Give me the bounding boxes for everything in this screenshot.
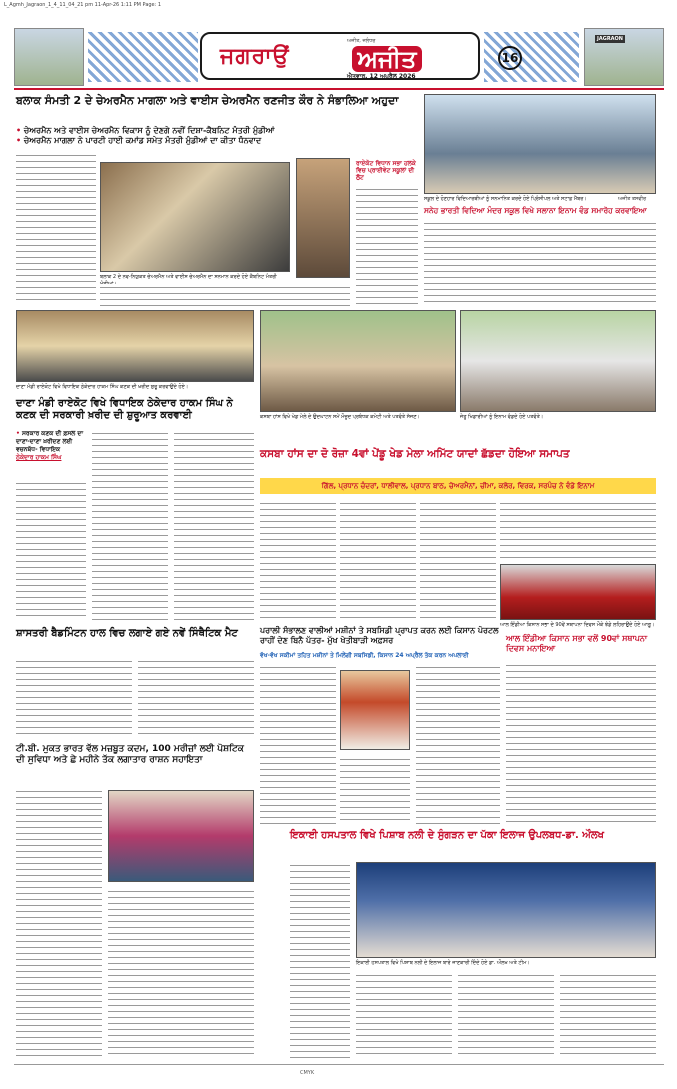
story1-bullet: • ਚੇਅਰਮੈਨ ਅਤੇ ਵਾਈਸ ਚੇਅਰਮੈਨ ਵਿਕਾਸ ਨੂੰ ਦੇਣਗੇ ਨਵੀਂ ਦਿਸ਼ਾ-ਕੈਬਨਿਟ ਮੰਤਰੀ ਮੁੰਡੀਆਂ [16, 126, 416, 136]
masthead-city: ਜਗਰਾਉਂ [220, 43, 290, 69]
story9-body-col1 [290, 862, 350, 1058]
story3-body-col3 [174, 430, 254, 620]
story5-body-col2 [138, 658, 254, 738]
story1-bullets [16, 126, 416, 146]
masthead-logo [200, 32, 480, 80]
masthead-date: ਐਤਵਾਰ, 12 ਅਪ੍ਰੈਲ 2026 [347, 73, 416, 80]
story1-caption: ਬਲਾਕ 2 ਦੇ ਨਵ-ਨਿਯੁਕਤ ਚੇਅਰਮੈਨ ਅਤੇ ਵਾਈਸ ਚੇਅਰਮੈਨ ਦਾ ਸਨਮਾਨ ਕਰਦੇ ਹੋਏ ਕੈਬਨਿਟ ਮੰਤਰੀ [100, 274, 277, 280]
masthead-rule [14, 88, 664, 90]
story4-body-col2 [340, 500, 416, 620]
story4-caption-right: ਜੇਤੂ ਖਿਡਾਰੀਆਂ ਨੂੰ ਇਨਾਮ ਵੰਡਦੇ ਹੋਏ ਪਤਵੰਤੇ। [460, 414, 544, 420]
story4-photo-right [460, 310, 656, 412]
story7-headline: ਟੀ.ਬੀ. ਮੁਕਤ ਭਾਰਤ ਵੱਲ ਮਜ਼ਬੂਤ ਕਦਮ, 100 ਮਰੀਜ਼ਾਂ ਲਈ ਪੋਸ਼ਟਿਕ ਦੀ ਸੁਵਿਧਾ ਅਤੇ ਛੇ ਮਹੀਨੇ ਤੱਕ ਲਗਾਤਾਰ ਰਾਸ਼ਨ ਸਹਾਇਤਾ [16, 744, 244, 765]
story6-headline: ਪਰਾਲੀ ਸੰਭਾਲਣ ਵਾਲੀਆਂ ਮਸ਼ੀਨਾਂ ਤੇ ਸਬਸਿਡੀ ਪ੍ਰਾਪਤ ਕਰਨ ਲਈ ਕਿਸਾਨ ਪੋਰਟਲ ਰਾਹੀਂ ਦੇਣ ਬਿਨੈ ਪੱਤਰ- ਮੁੱਖ ਖੇਤੀਬਾੜੀ ਅਫ਼ਸਰ [260, 626, 499, 645]
story2-body [424, 220, 656, 306]
footer-text: CMYK [300, 1070, 315, 1076]
story6-subhead: ਵੱਖ-ਵੱਖ ਸਕੀਮਾਂ ਤਹਿਤ ਮਸ਼ੀਨਾਂ ਤੇ ਮਿਲੇਗੀ ਸਬਸਿਡੀ, ਕਿਸਾਨ 24 ਅਪ੍ਰੈਲ ਤੱਕ ਕਰਨ ਅਪਲਾਈ [260, 652, 469, 659]
story2-headline: ਸਨੇਹ ਭਾਰਤੀ ਵਿਦਿਆ ਮੰਦਰ ਸਕੂਲ ਵਿਖੇ ਸਲਾਨਾ ਇਨਾਮ ਵੰਡ ਸਮਾਰੋਹ ਕਰਵਾਇਆ [424, 206, 647, 215]
story1-body-bottom [100, 284, 350, 306]
story2-caption: ਸਕੂਲ ਦੇ ਹੋਣਹਾਰ ਵਿਦਿਆਰਥੀਆਂ ਨੂੰ ਸਨਮਾਨਿਤ ਕਰਦੇ ਹੋਏ ਪ੍ਰਿੰਸੀਪਲ ਅਤੇ ਸਟਾਫ਼ ਮੈਂਬਰ। [424, 196, 587, 202]
story2-photo [424, 94, 656, 194]
story6-photo [340, 670, 410, 750]
story9-headline: ਇਕਾਈ ਹਸਪਤਾਲ ਵਿਖੇ ਪਿਸ਼ਾਬ ਨਲੀ ਦੇ ਸੁੰਗੜਨ ਦਾ ਪੱਕਾ ਇਲਾਜ ਉਪਲਬਧ-ਡਾ. ਔਲਖ [290, 830, 604, 841]
story1-sidebar-body [356, 186, 418, 304]
masthead-tag: ਅਜੀਤ, ਜਲੰਧਰ [347, 38, 376, 44]
story3-body-col1 [16, 480, 86, 620]
masthead-paper: ਅਜੀਤ [352, 46, 422, 72]
story3-bullets [16, 430, 86, 462]
story6-body-col3 [416, 664, 500, 824]
story9-caption: ਇਕਾਈ ਹਸਪਤਾਲ ਵਿਖੇ ਪਿਸ਼ਾਬ ਨਲੀ ਦੇ ਇਲਾਜ ਬਾਰੇ ਜਾਣਕਾਰੀ ਦਿੰਦੇ ਹੋਏ ਡਾ. ਔਲਖ ਅਤੇ ਟੀਮ। [356, 960, 530, 966]
story3-caption: ਦਾਣਾ ਮੰਡੀ ਰਾਏਕੋਟ ਵਿਖੇ ਵਿਧਾਇਕ ਠੇਕੇਦਾਰ ਹਾਕਮ ਸਿੰਘ ਕਣਕ ਦੀ ਖ਼ਰੀਦ ਸ਼ੁਰੂ ਕਰਵਾਉਂਦੇ ਹੋਏ। [16, 384, 189, 390]
story3-headline: ਦਾਣਾ ਮੰਡੀ ਰਾਏਕੋਟ ਵਿਖੇ ਵਿਧਾਇਕ ਠੇਕੇਦਾਰ ਹਾਕਮ ਸਿੰਘ ਨੇ ਕਣਕ ਦੀ ਸਰਕਾਰੀ ਖ਼ਰੀਦ ਦੀ ਸ਼ੁਰੂਆਤ ਕਰਵਾਈ [16, 398, 233, 421]
story4-body-col3 [420, 500, 496, 620]
story7-photo [108, 790, 254, 882]
masthead [14, 28, 664, 86]
masthead-pattern-left [88, 32, 198, 82]
story4-banner: ਗਿੱਲ, ਪ੍ਰਧਾਨ ਚੰਦਰਾਂ, ਧਾਲੀਵਾਲ, ਪ੍ਰਧਾਨ ਬਾਠ, ਚੇਅਰਮੈਨਾਂ, ਚੀਮਾ, ਕਲੇਰ, ਵਿਰਕ, ਸਰਪੰਚ ਨੇ ਵੰਡੇ ਇਨਾਮ [260, 478, 656, 494]
story4-body-col4 [500, 500, 656, 560]
story3-bullet: ਠੇਕੇਦਾਰ ਹਾਕਮ ਸਿੰਘ [16, 454, 62, 461]
story4-headline: ਕਸਬਾ ਹਾਂਸ ਦਾ ਦੋ ਰੋਜ਼ਾ 4ਵਾਂ ਪੇਂਡੂ ਖੇਡ ਮੇਲਾ ਅਮਿੱਟ ਯਾਦਾਂ ਛੱਡਦਾ ਹੋਇਆ ਸਮਾਪਤ [260, 448, 570, 460]
story9-body-col3 [458, 972, 554, 1058]
right-photo-sign: JAGRAON [597, 36, 623, 42]
footer-rule [14, 1064, 664, 1065]
story3-photo [16, 310, 254, 382]
story8-headline: ਆਲ ਇੰਡੀਆ ਕਿਸਾਨ ਸਭਾ ਵਲੋਂ 90ਵਾਂ ਸਥਾਪਨਾ ਦਿਵਸ ਮਨਾਇਆ [506, 634, 648, 653]
story2-byline: ਅਜੀਤ ਤਸਵੀਰ [618, 196, 647, 202]
story3-body-col2 [92, 430, 168, 620]
file-meta-line: L_Agmh_Jagraon_1_4_11_04_21 pm 11-Apr-26 1:11 PM Page: 1 [4, 2, 162, 8]
story1-headline: ਬਲਾਕ ਸੰਮਤੀ 2 ਦੇ ਚੇਅਰਮੈਨ ਮਾਗਲਾ ਅਤੇ ਵਾਈਸ ਚੇਅਰਮੈਨ ਰਣਜੀਤ ਕੌਰ ਨੇ ਸੰਭਾਲਿਆ ਅਹੁਦਾ [16, 94, 399, 107]
story4-caption-left: ਕਸਬਾ ਹਾਂਸ ਵਿਖੇ ਖੇਡ ਮੇਲੇ ਦੇ ਉਦਘਾਟਨ ਸਮੇਂ ਮੌਜੂਦ ਪ੍ਰਬੰਧਕ ਕਮੇਟੀ ਅਤੇ ਪਤਵੰਤੇ ਸੱਜਣ। [260, 414, 420, 420]
story4-photo-left [260, 310, 456, 412]
story5-body-col1 [16, 658, 132, 738]
masthead-left-photo [14, 28, 84, 86]
story1-bullet: • ਚੇਅਰਮੈਨ ਮਾਗਲਾ ਨੇ ਪਾਰਟੀ ਹਾਈ ਕਮਾਂਡ ਸਮੇਤ ਮੰਤਰੀ ਮੁੰਡੀਆਂ ਦਾ ਕੀਤਾ ਧੰਨਵਾਦ [16, 136, 416, 146]
story7-body [16, 788, 102, 1058]
story8-photo [500, 564, 656, 620]
story6-body-col2 [340, 756, 410, 824]
masthead-right-photo [584, 28, 664, 86]
story1-photo [100, 162, 290, 272]
story8-body [506, 662, 656, 824]
story9-body-col2 [356, 972, 452, 1058]
story4-body-col1 [260, 500, 336, 620]
story1-side-photo [296, 158, 350, 278]
story3-bullet: • ਸਰਕਾਰ ਕਣਕ ਦੀ ਫ਼ਸਲ ਦਾ ਦਾਣਾ-ਦਾਣਾ ਖ਼ਰੀਦਣ ਲਈ ਵਚਨਬੱਧ- ਵਿਧਾਇਕ [16, 430, 86, 454]
story5-headline: ਸ਼ਾਸਤਰੀ ਬੈਡਮਿੰਟਨ ਹਾਲ ਵਿਚ ਲਗਾਏ ਗਏ ਨਵੇਂ ਸਿੰਥੈਟਿਕ ਮੈਟ [16, 628, 238, 639]
story6-body-col1 [260, 664, 336, 824]
story1-sidebar-headline: ਰਾਏਕੋਟ ਵਿਧਾਨ ਸਭਾ ਹਲਕੇ ਵਿਚ ਪ੍ਰਾਈਵੇਟ ਸਕੂਲਾਂ ਦੀ ਲੁੱਟ [356, 160, 416, 182]
story9-photo [356, 862, 656, 958]
story7-body-2 [108, 888, 254, 1058]
page-number: 16 [498, 46, 522, 70]
story1-body-col1 [16, 152, 96, 304]
story8-caption: ਆਲ ਇੰਡੀਆ ਕਿਸਾਨ ਸਭਾ ਦੇ 90ਵੇਂ ਸਥਾਪਨਾ ਦਿਵਸ ਮੌਕੇ ਝੰਡੇ ਲਹਿਰਾਉਂਦੇ ਹੋਏ ਆਗੂ। [500, 622, 655, 628]
story9-body-col4 [560, 972, 656, 1058]
